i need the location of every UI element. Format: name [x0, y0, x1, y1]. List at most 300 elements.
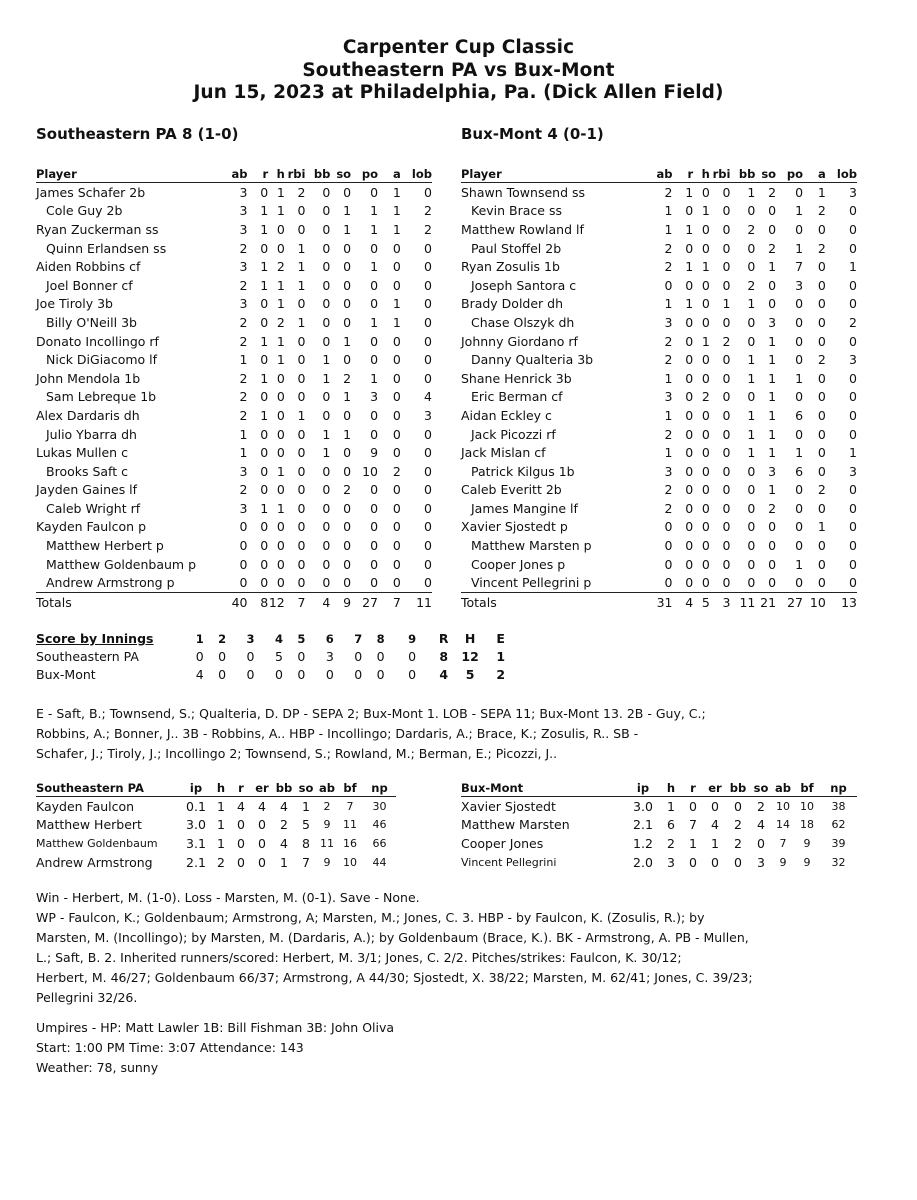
stat-cell: 0	[722, 538, 731, 554]
player-name: Ryan Zuckerman ss	[36, 221, 159, 237]
stat-cell: 0	[849, 482, 857, 498]
stat-cell: 3	[239, 500, 248, 516]
stat-cell: 2	[768, 240, 777, 256]
player-row	[36, 388, 432, 407]
stat-cell: 1	[664, 203, 673, 219]
pitching-stat: 0	[237, 817, 245, 833]
player-name: Paul Stoffel 2b	[471, 240, 562, 256]
stat-cell: 0	[322, 575, 331, 591]
pitching-stat: 0	[711, 798, 719, 814]
pitching-stat: 4	[280, 798, 288, 814]
stat-cell: 0	[685, 314, 694, 330]
stat-cell: 1	[297, 407, 306, 423]
stat-cell: 0	[817, 314, 826, 330]
pitching-stat: 4	[237, 798, 245, 814]
stat-cell: 0	[722, 277, 731, 293]
linescore-team-name: Southeastern PA	[36, 648, 139, 664]
stat-cell: 0	[370, 538, 379, 554]
player-name: Chase Olszyk dh	[471, 314, 575, 330]
player-row	[461, 462, 857, 481]
stat-cell: 2	[392, 463, 401, 479]
totals-cell: 3	[710, 593, 731, 612]
stat-cell: 0	[817, 445, 826, 461]
stat-cell: 0	[297, 482, 306, 498]
stat-cell: 0	[722, 259, 731, 275]
inning-header: 6	[325, 632, 334, 646]
pitching-stat: 9	[803, 855, 811, 869]
stat-cell: 2	[817, 482, 826, 498]
stat-cell: 1	[701, 203, 710, 219]
player-name: Shawn Townsend ss	[461, 184, 585, 200]
stat-cell: 0	[849, 556, 857, 572]
stat-cell: 2	[276, 314, 285, 330]
pitching-stat: 2	[757, 798, 765, 814]
stat-cell: 0	[322, 333, 331, 349]
pitching-stat: 3.0	[186, 817, 206, 833]
pitching-stat: 1	[689, 835, 697, 851]
pitching-stat: 10	[800, 799, 814, 813]
player-name: Cooper Jones p	[471, 556, 566, 572]
stat-cell: 1	[276, 500, 285, 516]
pitching-stat: 4	[757, 817, 765, 833]
pitching-stat: 0	[757, 835, 765, 851]
inning-header: 7	[354, 632, 363, 646]
player-name: Jayden Gaines lf	[36, 482, 138, 498]
stat-cell: 0	[664, 556, 673, 572]
stat-cell: 1	[276, 463, 285, 479]
pitching-stat: 1	[280, 854, 288, 870]
stat-cell: 2	[664, 184, 673, 200]
pitching-stat: 10	[776, 799, 790, 813]
stat-cell: 0	[849, 407, 857, 423]
pitching-header-row	[36, 777, 396, 797]
stat-cell: 0	[685, 556, 694, 572]
stat-cell: 1	[392, 314, 401, 330]
stat-cell: 3	[849, 463, 857, 479]
pitching-stat: 0	[689, 854, 697, 870]
player-row	[461, 350, 857, 369]
column-header: ab	[772, 777, 794, 797]
pitching-stat: 2.0	[633, 854, 653, 870]
pitching-team-label: Bux-Mont	[461, 777, 626, 797]
stat-cell: 0	[795, 184, 804, 200]
pitcher-row	[36, 834, 396, 853]
game-note-line: Robbins, A.; Bonner, J.. 3B - Robbins, A.. HBP - Incollingo; Dardaris, A.; Brace, K.; Zosulis, R.. SB -	[36, 726, 639, 741]
stat-cell: 2	[239, 389, 248, 405]
stat-cell: 0	[276, 407, 285, 423]
stat-cell: 1	[747, 296, 756, 312]
stat-cell: 0	[722, 240, 731, 256]
stat-cell: 0	[392, 519, 401, 535]
stat-cell: 0	[817, 463, 826, 479]
linescore-team-row	[36, 647, 516, 666]
stat-cell: 0	[817, 426, 826, 442]
stat-cell: 0	[722, 463, 731, 479]
stat-cell: 6	[795, 463, 804, 479]
stat-cell: 0	[322, 203, 331, 219]
stat-cell: 0	[701, 370, 710, 386]
pitching-stat: 7	[779, 836, 787, 850]
stat-cell: 0	[322, 314, 331, 330]
pitching-stat: 7	[302, 854, 310, 870]
stat-cell: 0	[322, 538, 331, 554]
pitching-stat: 2.1	[186, 854, 206, 870]
pitching-stat: 0	[237, 835, 245, 851]
pitcher-name: Kayden Faulcon	[36, 798, 135, 814]
totals-cell: 27	[351, 593, 378, 612]
stat-cell: 3	[239, 221, 248, 237]
column-header: er	[704, 777, 726, 797]
stat-cell: 0	[322, 259, 331, 275]
stat-cell: 1	[685, 221, 694, 237]
player-name: Xavier Sjostedt p	[461, 519, 568, 535]
stat-cell: 0	[322, 240, 331, 256]
stat-cell: 1	[322, 426, 331, 442]
stat-cell: 0	[685, 463, 694, 479]
stat-cell: 0	[795, 352, 804, 368]
stat-cell: 0	[747, 240, 756, 256]
stat-cell: 1	[276, 296, 285, 312]
inning-runs: 5	[275, 648, 283, 664]
stat-cell: 1	[260, 259, 269, 275]
stat-cell: 0	[722, 556, 731, 572]
stat-cell: 0	[768, 556, 777, 572]
stat-cell: 1	[768, 426, 777, 442]
player-row	[461, 239, 857, 258]
stat-cell: 0	[685, 407, 694, 423]
totals-cell: 27	[776, 593, 803, 612]
stat-cell: 0	[685, 240, 694, 256]
stat-cell: 1	[343, 426, 352, 442]
stat-cell: 0	[424, 426, 432, 442]
stat-cell: 0	[424, 538, 432, 554]
stat-cell: 9	[370, 445, 379, 461]
stat-cell: 0	[685, 500, 694, 516]
stat-cell: 0	[297, 370, 306, 386]
stat-cell: 0	[260, 389, 269, 405]
totals-cell: 7	[378, 593, 401, 612]
pitching-notes	[36, 888, 886, 1008]
stat-cell: 2	[276, 259, 285, 275]
totals-cell: 9	[330, 593, 351, 612]
totals-cell: 7	[285, 593, 306, 612]
stat-cell: 1	[747, 407, 756, 423]
date-location-title: Jun 15, 2023 at Philadelphia, Pa. (Dick Allen Field)	[193, 82, 724, 103]
inning-runs: 0	[246, 667, 255, 683]
totals-label: Totals	[36, 593, 223, 612]
column-header: ab	[317, 777, 337, 797]
inning-header: 3	[246, 632, 255, 646]
stat-cell: 1	[768, 259, 777, 275]
stat-cell: 0	[424, 240, 432, 256]
stat-cell: 0	[747, 203, 756, 219]
stat-cell: 1	[276, 184, 285, 200]
player-row	[36, 462, 432, 481]
stat-cell: 0	[392, 389, 401, 405]
stat-cell: 0	[392, 352, 401, 368]
player-row	[36, 518, 432, 537]
inning-runs: 4	[195, 667, 204, 683]
pitching-stat: 11	[343, 818, 357, 832]
player-row	[36, 202, 432, 221]
player-row	[36, 443, 432, 462]
stat-cell: 0	[370, 240, 379, 256]
stat-cell: 0	[239, 556, 248, 572]
stat-cell: 0	[370, 184, 379, 200]
stat-cell: 0	[722, 184, 731, 200]
stat-cell: 0	[817, 407, 826, 423]
stat-cell: 0	[392, 500, 401, 516]
stat-cell: 0	[849, 575, 857, 591]
stat-cell: 0	[849, 333, 857, 349]
pitching-stat: 3.0	[633, 798, 653, 814]
stat-cell: 0	[392, 240, 401, 256]
pitching-stat: 7	[346, 799, 354, 813]
stat-cell: 2	[701, 389, 710, 405]
player-row	[461, 332, 857, 351]
pitching-stat: 2	[280, 817, 288, 833]
column-header: so	[755, 163, 776, 183]
stat-cell: 1	[795, 203, 804, 219]
stat-cell: 0	[817, 538, 826, 554]
stat-cell: 0	[322, 277, 331, 293]
stat-cell: 1	[260, 407, 269, 423]
pitching-note-line: Herbert, M. 46/27; Goldenbaum 66/37; Armstrong, A 44/30; Sjostedt, X. 38/22; Marsten, M. 62/41; Jones, C. 39/23;	[36, 970, 753, 985]
stat-cell: 1	[343, 333, 352, 349]
stat-cell: 0	[370, 407, 379, 423]
player-row	[36, 406, 432, 425]
inning-runs: 0	[297, 667, 306, 683]
stat-cell: 0	[424, 333, 432, 349]
stat-cell: 3	[664, 314, 673, 330]
player-name: Kevin Brace ss	[471, 203, 562, 219]
batting-header-row	[36, 163, 432, 183]
stat-cell: 0	[424, 556, 432, 572]
stat-cell: 1	[664, 407, 673, 423]
column-header: a	[803, 163, 826, 183]
player-row	[461, 295, 857, 314]
player-row	[461, 536, 857, 555]
start-time-attendance-line: Start: 1:00 PM Time: 3:07 Attendance: 143	[36, 1040, 304, 1055]
player-name: Alex Dardaris dh	[36, 407, 140, 423]
stat-cell: 0	[701, 407, 710, 423]
stat-cell: 0	[276, 389, 285, 405]
stat-cell: 0	[701, 482, 710, 498]
stat-cell: 0	[343, 463, 352, 479]
column-header: so	[295, 777, 317, 797]
stat-cell: 0	[747, 463, 756, 479]
stat-cell: 0	[685, 575, 694, 591]
stat-cell: 3	[239, 184, 248, 200]
totals-cell: 10	[803, 593, 826, 612]
stat-cell: 0	[685, 519, 694, 535]
pitching-stat: 3	[667, 854, 675, 870]
stat-cell: 1	[343, 221, 352, 237]
column-header: bf	[794, 777, 820, 797]
pitching-stat: 2.1	[633, 817, 653, 833]
stat-cell: 1	[276, 333, 285, 349]
player-row	[36, 573, 432, 592]
stat-cell: 1	[685, 296, 694, 312]
totals-cell: 13	[826, 593, 857, 612]
stat-cell: 0	[276, 221, 285, 237]
stat-cell: 0	[849, 426, 857, 442]
column-header: r	[672, 163, 693, 183]
stat-cell: 0	[260, 296, 269, 312]
totals-cell: 11	[730, 593, 755, 612]
pitching-stat: 18	[800, 818, 814, 832]
game-title: Carpenter Cup Classic	[342, 37, 575, 58]
pitching-stat: 0	[689, 798, 697, 814]
stat-cell: 0	[701, 426, 710, 442]
stat-cell: 0	[685, 203, 694, 219]
player-row	[36, 332, 432, 351]
stat-cell: 1	[849, 259, 857, 275]
player-row	[461, 555, 857, 574]
batting-header-row	[461, 163, 857, 183]
stat-cell: 0	[343, 277, 352, 293]
stat-cell: 0	[685, 352, 694, 368]
stat-cell: 1	[343, 389, 352, 405]
totals-cell: 21	[755, 593, 776, 612]
stat-cell: 0	[343, 352, 352, 368]
stat-cell: 1	[795, 556, 804, 572]
stat-cell: 0	[297, 221, 306, 237]
stat-cell: 0	[297, 445, 306, 461]
column-header: lob	[401, 163, 432, 183]
stat-cell: 3	[768, 314, 777, 330]
player-row	[36, 499, 432, 518]
stat-cell: 0	[424, 370, 432, 386]
pitching-stat: 1	[217, 835, 225, 851]
stat-cell: 1	[392, 296, 401, 312]
stat-cell: 0	[239, 538, 248, 554]
pitching-stat: 0	[734, 798, 742, 814]
stat-cell: 0	[701, 575, 710, 591]
pitching-stat: 11	[320, 836, 334, 850]
stat-cell: 0	[343, 556, 352, 572]
stat-cell: 2	[239, 277, 248, 293]
stat-cell: 1	[768, 333, 777, 349]
stat-cell: 1	[276, 352, 285, 368]
stat-cell: 2	[768, 500, 777, 516]
stat-cell: 0	[322, 500, 331, 516]
player-name: Brady Dolder dh	[461, 296, 564, 312]
totals-cell: 40	[223, 593, 248, 612]
stat-cell: 1	[747, 426, 756, 442]
stat-cell: 2	[239, 314, 248, 330]
stat-cell: 1	[260, 370, 269, 386]
stat-cell: 0	[768, 575, 777, 591]
stat-cell: 0	[795, 389, 804, 405]
player-name: Aiden Robbins cf	[36, 259, 141, 275]
stat-cell: 0	[849, 500, 857, 516]
stat-cell: 1	[370, 259, 379, 275]
stat-cell: 0	[849, 389, 857, 405]
stat-cell: 1	[260, 333, 269, 349]
stat-cell: 0	[260, 240, 269, 256]
inning-header: 1	[195, 632, 204, 646]
stat-cell: 0	[297, 519, 306, 535]
pitching-stat: 1	[217, 817, 225, 833]
stat-cell: 0	[817, 575, 826, 591]
stat-cell: 2	[722, 333, 731, 349]
pitching-stat: 39	[831, 836, 846, 850]
stat-cell: 2	[747, 277, 756, 293]
stat-cell: 0	[424, 352, 432, 368]
column-header: bb	[273, 777, 295, 797]
stat-cell: 0	[685, 482, 694, 498]
stat-cell: 0	[392, 370, 401, 386]
player-name: Joel Bonner cf	[46, 277, 133, 293]
stat-cell: 0	[424, 277, 432, 293]
stat-cell: 0	[343, 500, 352, 516]
game-notes	[36, 704, 886, 764]
pitching-stat: 9	[779, 855, 787, 869]
stat-cell: 0	[795, 333, 804, 349]
stat-cell: 0	[343, 519, 352, 535]
stat-cell: 2	[239, 482, 248, 498]
stat-cell: 0	[722, 500, 731, 516]
column-header: h	[660, 777, 682, 797]
column-header: bb	[726, 777, 750, 797]
stat-cell: 0	[343, 296, 352, 312]
inning-runs: 0	[408, 667, 417, 683]
column-header: h	[693, 163, 710, 183]
stat-cell: 0	[849, 296, 857, 312]
player-row	[461, 183, 857, 202]
inning-runs: 0	[275, 667, 283, 683]
pitching-stat: 30	[372, 799, 387, 813]
stat-cell: 1	[239, 445, 248, 461]
pitching-stat: 10	[343, 855, 357, 869]
stat-cell: 1	[392, 203, 401, 219]
rhe-value: 12	[461, 648, 479, 664]
column-header: ab	[648, 163, 673, 183]
stat-cell: 1	[392, 221, 401, 237]
inning-runs: 0	[246, 648, 255, 664]
player-name: Cole Guy 2b	[46, 203, 123, 219]
inning-header: 9	[408, 632, 417, 646]
stat-cell: 0	[424, 463, 432, 479]
stat-cell: 3	[370, 389, 379, 405]
stat-cell: 0	[322, 184, 331, 200]
stat-cell: 0	[795, 519, 804, 535]
stat-cell: 0	[768, 519, 777, 535]
stat-cell: 3	[239, 259, 248, 275]
player-row	[461, 276, 857, 295]
stat-cell: 0	[260, 184, 269, 200]
rhe-header: R	[438, 631, 449, 646]
stat-cell: 0	[276, 538, 285, 554]
pitching-stat: 6	[667, 817, 675, 833]
stat-cell: 0	[392, 259, 401, 275]
pitching-stat: 5	[302, 817, 310, 833]
pitching-note-line: Pellegrini 32/26.	[36, 990, 138, 1005]
stat-cell: 3	[664, 463, 673, 479]
stat-cell: 0	[795, 426, 804, 442]
pitcher-name: Matthew Goldenbaum	[36, 836, 158, 850]
stat-cell: 0	[297, 296, 306, 312]
stat-cell: 0	[747, 482, 756, 498]
stat-cell: 2	[343, 370, 352, 386]
stat-cell: 0	[322, 556, 331, 572]
player-name: Quinn Erlandsen ss	[46, 240, 167, 256]
totals-row	[36, 593, 432, 612]
stat-cell: 0	[322, 407, 331, 423]
stat-cell: 0	[370, 575, 379, 591]
pitcher-row	[461, 816, 857, 835]
